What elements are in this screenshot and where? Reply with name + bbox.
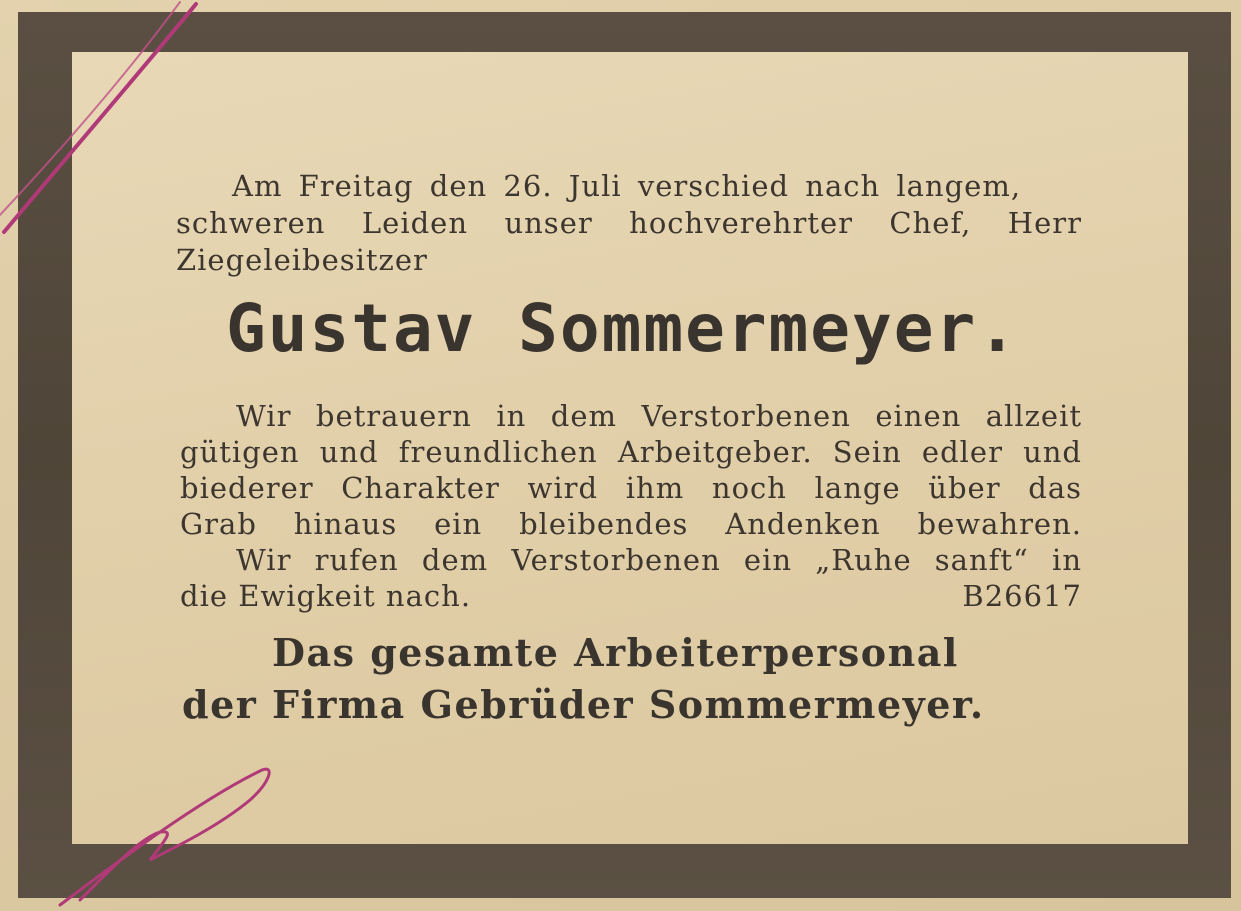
intro-line-2: schweren Leiden unser hochverehrter Chef, Herr	[176, 206, 1082, 240]
deceased-name: Gustav Sommermeyer.	[226, 290, 1019, 367]
pen-stroke-top-left	[4, 4, 196, 232]
tribute-line-4: Grab hinaus ein bleibendes Andenken bewahren.	[180, 507, 1082, 541]
tribute-line-5: Wir rufen dem Verstorbenen ein „Ruhe sanft“ in	[236, 543, 1082, 577]
tribute-line-2: gütigen und freundlichen Arbeitgeber. Sein edler und	[180, 435, 1082, 469]
pen-scribble-bottom-left	[60, 769, 269, 905]
signature-line-2: der Firma Gebrüder Sommermeyer.	[182, 682, 985, 727]
tribute-line-1: Wir betrauern in dem Verstorbenen einen allzeit	[236, 399, 1082, 433]
pen-stroke-top-left-2	[0, 2, 180, 215]
tribute-line-3: biederer Charakter wird ihm noch lange über das	[180, 471, 1082, 505]
signature-line-1: Das gesamte Arbeiterpersonal	[272, 630, 959, 675]
intro-line-3: Ziegeleibesitzer	[176, 243, 428, 277]
tribute-line-6: die Ewigkeit nach.	[180, 579, 472, 613]
reference-code: B26617	[962, 579, 1082, 613]
intro-line-1: Am Freitag den 26. Juli verschied nach langem,	[232, 169, 1022, 203]
